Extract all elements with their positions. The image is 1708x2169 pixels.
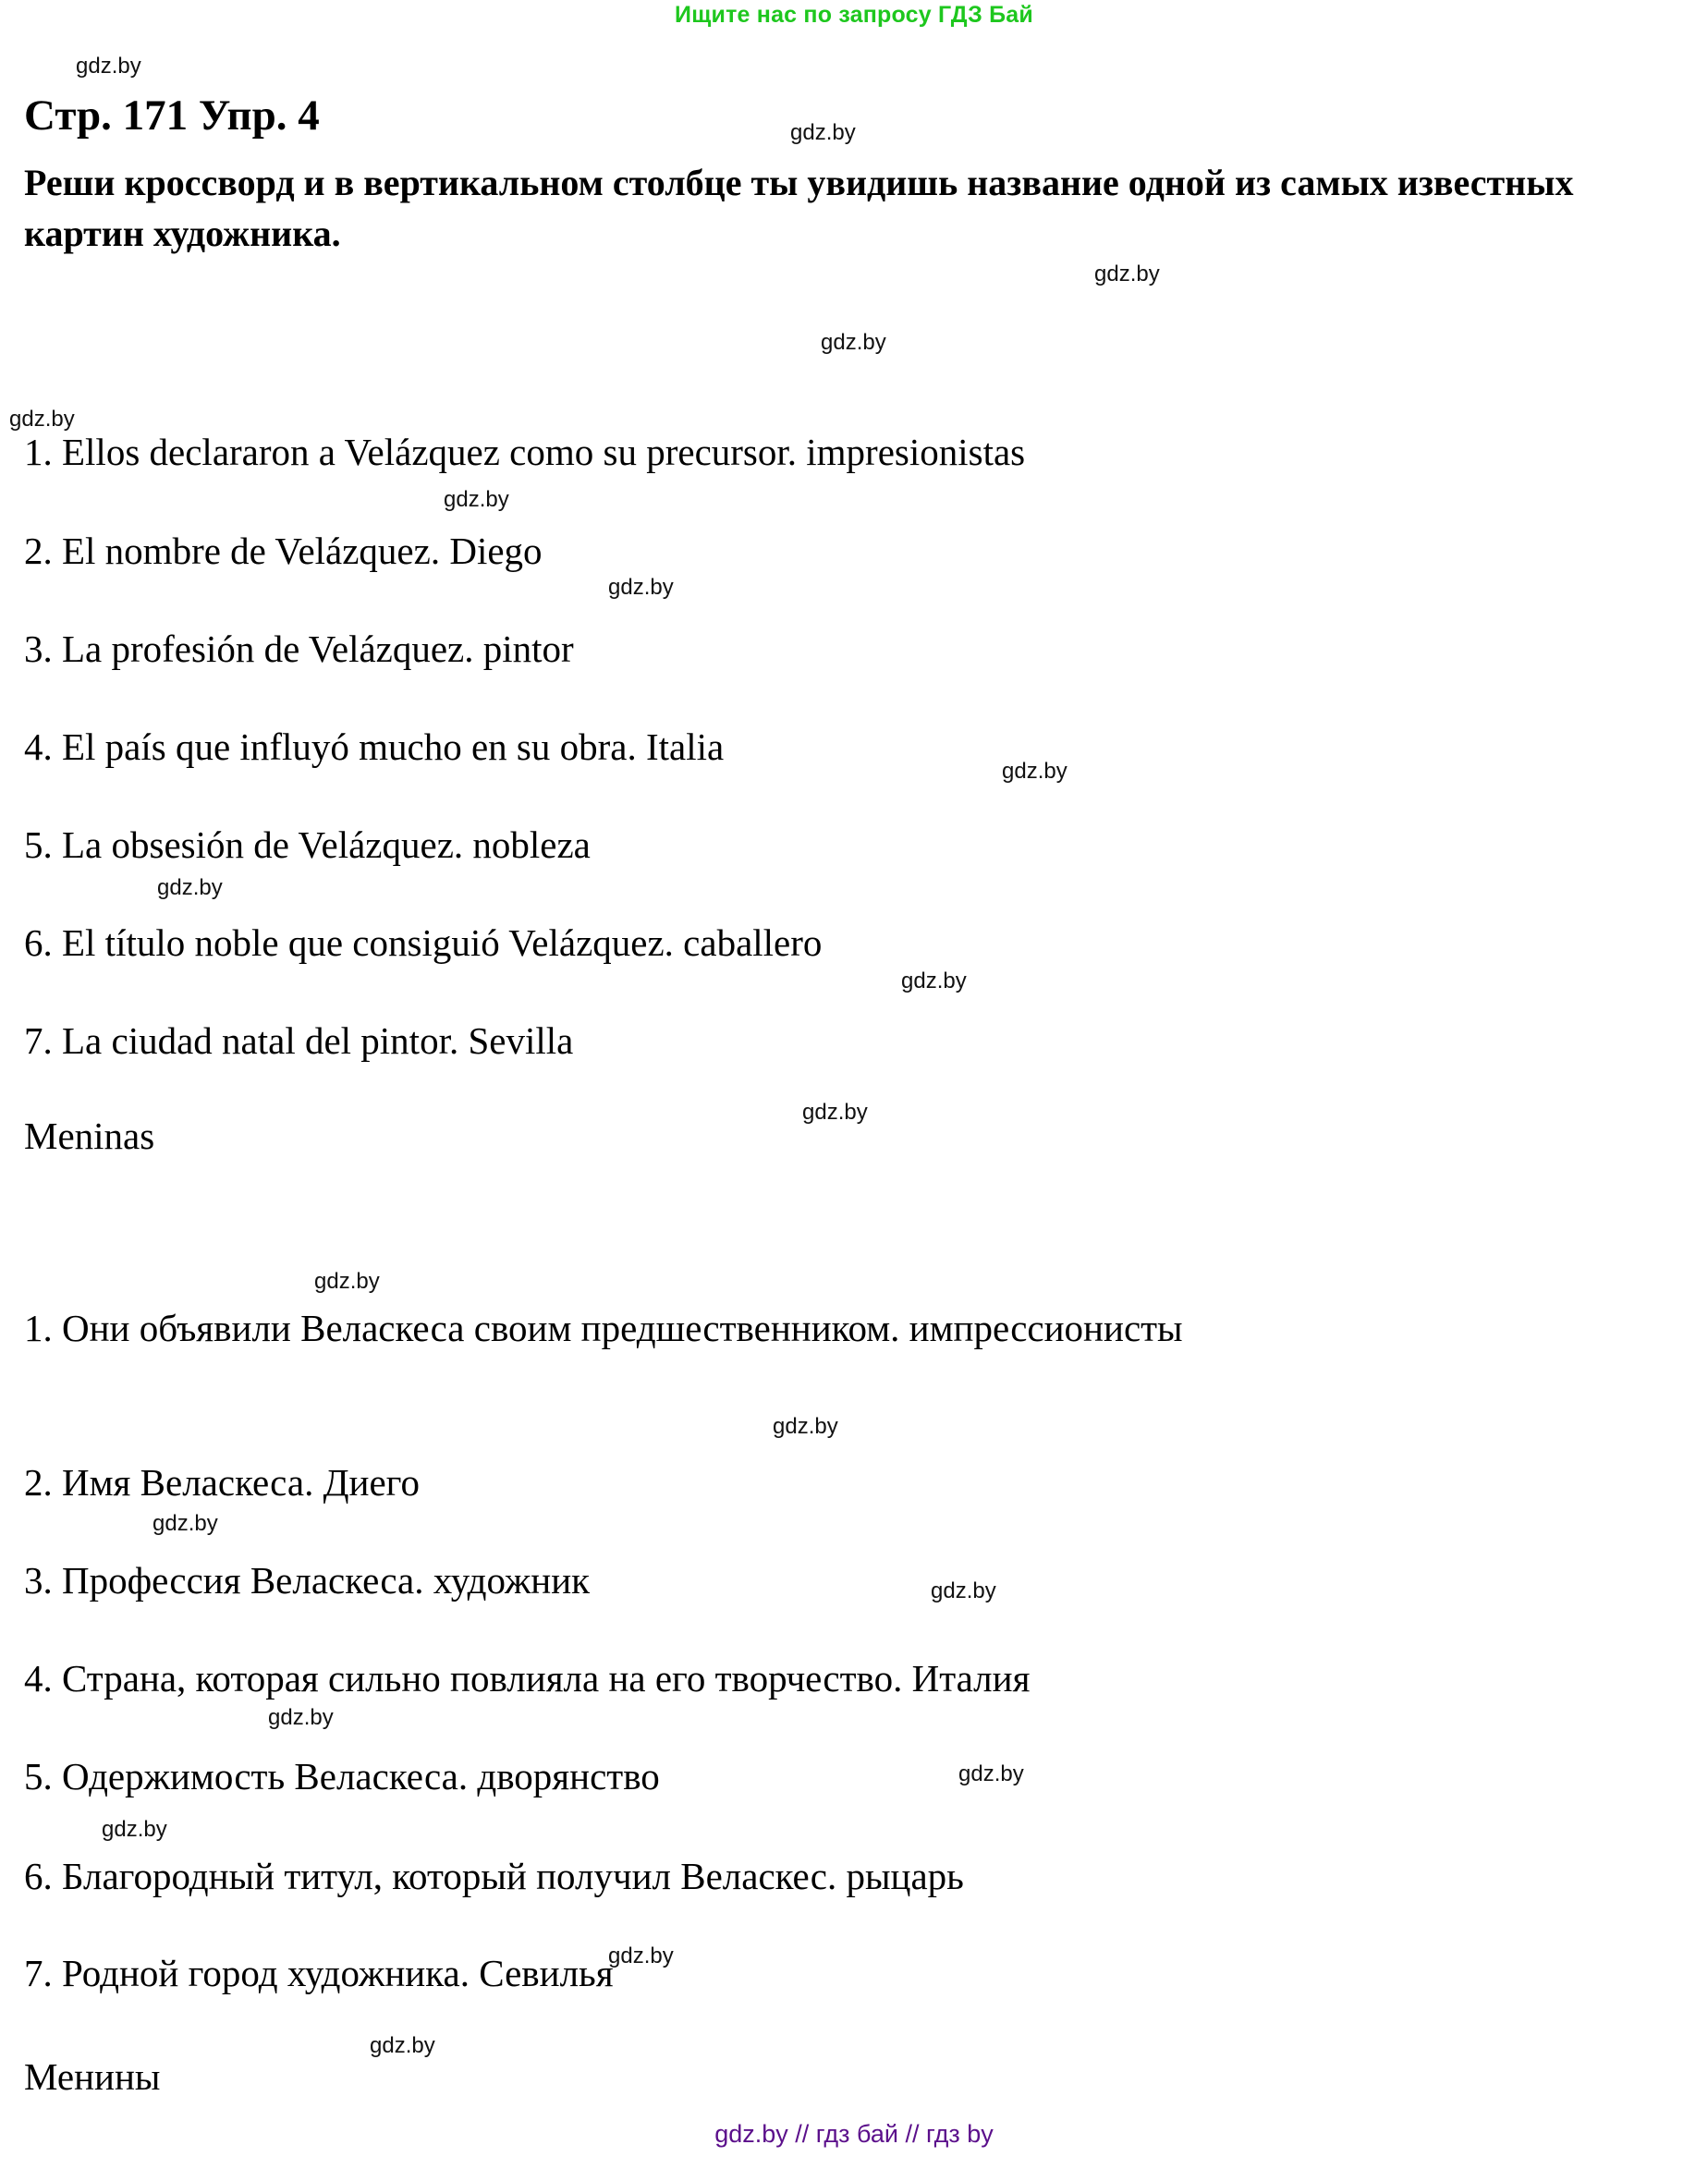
watermark: gdz.by — [370, 2033, 435, 2058]
watermark: gdz.by — [608, 575, 674, 600]
list-item: 2. El nombre de Velázquez. Diego — [24, 530, 543, 572]
spanish-solution-word: Meninas — [24, 1115, 155, 1157]
list-item: 4. El país que influyó mucho en su obra. Italia — [24, 725, 725, 768]
list-item: 6. El título noble que consiguió Velázquez. caballero — [24, 921, 823, 964]
footer-links[interactable]: gdz.by // гдз бай // гдз by — [714, 2120, 994, 2148]
list-item: 3. Профессия Веласкеса. художник — [24, 1559, 591, 1602]
watermark: gdz.by — [102, 1817, 167, 1842]
watermark: gdz.by — [802, 1100, 868, 1125]
watermark: gdz.by — [790, 120, 856, 145]
watermark: gdz.by — [1094, 262, 1160, 286]
list-item: 1. Ellos declararon a Velázquez como su precursor. impresionistas — [24, 431, 1026, 473]
list-item: 6. Благородный титул, который получил Веласкес. рыцарь — [24, 1855, 964, 1897]
watermark: gdz.by — [773, 1414, 838, 1439]
watermark: gdz.by — [157, 875, 223, 900]
list-item: 5. Одержимость Веласкеса. дворянство — [24, 1755, 660, 1797]
list-item: 4. Страна, которая сильно повлияла на его творчество. Италия — [24, 1657, 1031, 1700]
watermark: gdz.by — [314, 1269, 380, 1294]
watermark: gdz.by — [152, 1511, 218, 1536]
list-item: 7. La ciudad natal del pintor. Sevilla — [24, 1019, 574, 1062]
task-prompt: Реши кроссворд и в вертикальном столбце ты увидишь название одной из самых известных картин художника. — [24, 162, 1574, 255]
watermark: gdz.by — [901, 969, 967, 993]
list-item: 1. Они объявили Веласкеса своим предшественником. импрессионисты — [24, 1307, 1183, 1349]
list-item: 5. La obsesión de Velázquez. nobleza — [24, 823, 591, 866]
watermark: gdz.by — [444, 487, 509, 512]
watermark: gdz.by — [608, 1944, 674, 1968]
watermark: gdz.by — [958, 1761, 1024, 1786]
watermark: gdz.by — [9, 407, 75, 432]
list-item: 2. Имя Веласкеса. Диего — [24, 1461, 420, 1504]
watermark: gdz.by — [931, 1578, 996, 1603]
watermark: gdz.by — [1002, 759, 1068, 784]
russian-solution-word: Менины — [24, 2055, 161, 2098]
watermark: gdz.by — [821, 330, 886, 355]
watermark: gdz.by — [76, 54, 141, 79]
watermark: gdz.by — [268, 1705, 334, 1730]
promo-banner: Ищите нас по запросу ГДЗ Бай — [675, 2, 1033, 28]
page-title: Стр. 171 Упр. 4 — [24, 91, 320, 140]
list-item: 3. La profesión de Velázquez. pintor — [24, 628, 574, 670]
list-item: 7. Родной город художника. Севилья — [24, 1952, 614, 1994]
